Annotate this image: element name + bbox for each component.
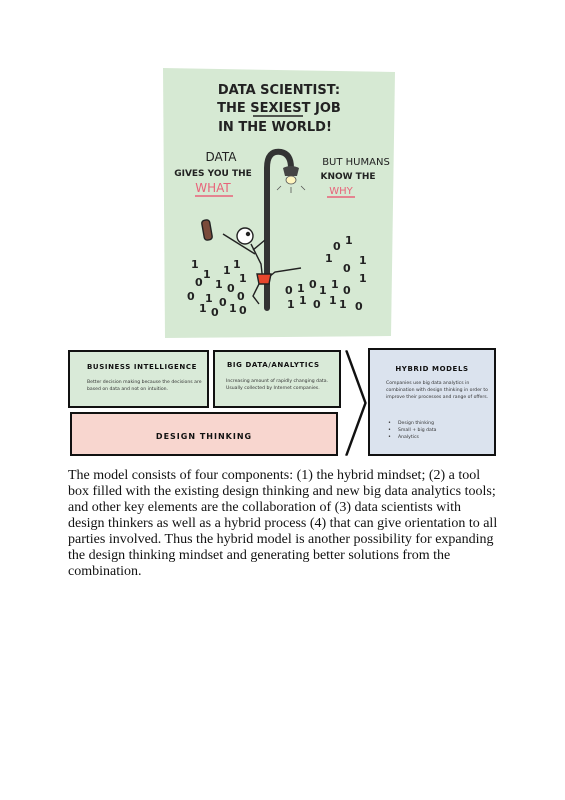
chevron-arrow-icon (345, 350, 367, 456)
hybrid-models-box (368, 348, 496, 456)
business-intelligence-box (68, 350, 209, 408)
hybrid-models-title: HYBRID MODELS (395, 365, 469, 373)
svg-text:0: 0 (237, 290, 245, 303)
hybrid-models-text: Companies use big data analytics in combination with design thinking in order to improve their processes and range of offers. (386, 381, 489, 400)
svg-text:0: 0 (195, 276, 203, 289)
svg-text:0: 0 (343, 284, 351, 297)
big-data-analytics-title: BIG DATA/ANALYTICS (227, 361, 320, 369)
svg-text:0: 0 (333, 240, 341, 253)
svg-text:0: 0 (285, 284, 293, 297)
big-data-analytics-text: Increasing amount of rapidly changing data. Usually collected by Internet companies. (226, 379, 328, 391)
svg-text:1: 1 (345, 234, 353, 247)
svg-text:1: 1 (223, 264, 231, 277)
illustration-title-line2: THE SEXIEST JOB (217, 101, 341, 116)
svg-text:1: 1 (331, 278, 339, 291)
data-scientist-illustration (163, 68, 395, 338)
svg-text:1: 1 (325, 252, 333, 265)
svg-text:1: 1 (215, 278, 223, 291)
right-text-line2: KNOW THE (320, 172, 376, 182)
svg-text:0: 0 (219, 296, 227, 309)
left-text-line1: DATA (205, 150, 237, 164)
svg-text:1: 1 (319, 284, 327, 297)
svg-text:1: 1 (359, 254, 367, 267)
svg-text:1: 1 (359, 272, 367, 285)
svg-text:1: 1 (299, 294, 307, 307)
svg-text:1: 1 (297, 282, 305, 295)
svg-text:1: 1 (287, 298, 295, 311)
illustration-title-line1: DATA SCIENTIST: (217, 83, 341, 98)
svg-text:0: 0 (211, 306, 219, 319)
list-item: • Small + big data (398, 427, 436, 434)
svg-text:1: 1 (229, 302, 237, 315)
business-intelligence-title: BUSINESS INTELLIGENCE (87, 363, 197, 371)
left-text-what: WHAT (195, 181, 231, 195)
svg-text:0: 0 (313, 298, 321, 311)
svg-text:0: 0 (343, 262, 351, 275)
svg-text:0: 0 (355, 300, 363, 313)
svg-text:1: 1 (233, 258, 241, 271)
svg-text:0: 0 (309, 278, 317, 291)
svg-text:1: 1 (339, 298, 347, 311)
svg-text:1: 1 (199, 302, 207, 315)
svg-text:1: 1 (329, 294, 337, 307)
svg-text:0: 0 (227, 282, 235, 295)
svg-text:0: 0 (239, 304, 247, 317)
svg-text:1: 1 (239, 272, 247, 285)
right-text-line1: BUT HUMANS (322, 157, 390, 168)
left-text-line2: GIVES YOU THE (174, 169, 252, 179)
svg-text:0: 0 (187, 290, 195, 303)
list-item: • Design thinking (398, 420, 436, 427)
svg-text:1: 1 (203, 268, 211, 281)
svg-text:1: 1 (205, 292, 213, 305)
list-item: • Analytics (398, 434, 436, 441)
design-thinking-title: DESIGN THINKING (155, 432, 253, 441)
business-intelligence-text: Better decision making because the decisions are based on data and not on intuition. (87, 380, 202, 392)
big-data-analytics-box (213, 350, 341, 408)
illustration-title-line3: IN THE WORLD! (218, 120, 332, 135)
right-text-why: WHY (329, 186, 353, 197)
hybrid-models-bullets (386, 420, 436, 441)
body-paragraph: The model consists of four components: (1) the hybrid mindset; (2) a tool box filled with the existing design thinking and new big data analytics tools; and other key elements are the collaboration of (3) data scientists with design thinkers as well as a hybrid process (4) that can give orientation to all parties involved. Thus the hybrid model is another possibility for expanding the design thinking mindset and generating better solutions from the combination. (68, 468, 498, 579)
svg-text:1: 1 (191, 258, 199, 271)
design-thinking-box (70, 412, 338, 456)
